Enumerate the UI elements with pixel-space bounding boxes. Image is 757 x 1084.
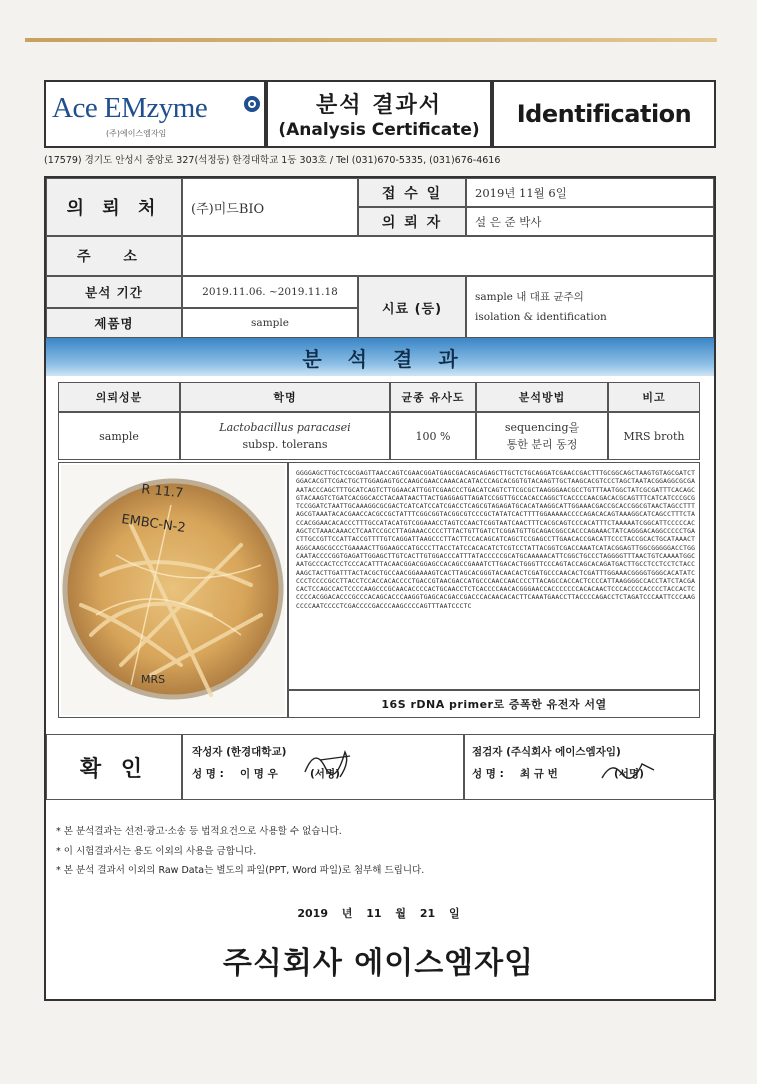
result-method-line2: 통한 분리 동정: [506, 438, 578, 451]
plate-label-date: R 11.7: [140, 482, 185, 502]
address-label-cell: [46, 236, 182, 276]
sequence-caption: 16S rDNA primer로 증폭한 유전자 서열: [381, 698, 607, 711]
received-label-cell: [358, 178, 466, 207]
writer-name-label: 성 명 :: [192, 768, 224, 780]
note-item: * 본 분석 결과서 이외의 Raw Data는 별도의 파일(PPT, Word 파일)로 첨부해 드립니다.: [56, 865, 425, 876]
col-header-component: 의뢰성분: [58, 382, 180, 412]
sequence-caption-cell: [288, 690, 700, 718]
results-band: [46, 338, 714, 376]
received-value: 2019년 11월 6일: [475, 185, 567, 200]
sample-label-cell: [358, 276, 466, 338]
product-label-cell: [46, 308, 182, 338]
header-accent-line: [25, 38, 717, 42]
sample-value-cell: [466, 276, 714, 338]
period-value: 2019.11.06. ~2019.11.18: [202, 286, 338, 298]
writer-name: 이 명 우: [240, 768, 278, 780]
sample-label: 시료 (등): [381, 301, 443, 317]
product-value-cell: [182, 308, 358, 338]
result-sci-name-line1: Lactobacillus paracasei: [219, 421, 351, 434]
logo-circle-icon: [244, 96, 260, 112]
checker-sign-label: (서명): [614, 768, 644, 780]
plate-label-strain: EMBC-N-2: [120, 512, 187, 536]
company-logo: [44, 80, 266, 148]
writer-signature: [300, 742, 360, 782]
requester-label-cell: [46, 178, 182, 236]
requester-value-cell: [182, 178, 358, 236]
checker-signature: [598, 752, 658, 788]
document-type: Identification: [516, 100, 692, 128]
requester-label: 의 뢰 처: [66, 198, 162, 219]
client-value-cell: [466, 207, 714, 236]
received-value-cell: [466, 178, 714, 207]
notes-list: [56, 822, 424, 881]
writer-sign-label: (서명): [310, 768, 340, 780]
dna-sequence: GGGGAGCTTGCTCGCGAGTTAACCAGTCGAACGGATGAGCGACAGCAGAGCTTGCTCTGCAGGATCGAACCGACTTTGCGGCAGCTAAGTGTAGCGATCTGGACACGTTCGACTGCTTGGAGAGTGCCAAGCGAACCAAACACATACCCAGCACGGTGTACAAGTTGCTAAGCACGTCCCTAGCTAATACGGAGGCGCGAAATACCCAGCTTTGCATCAGTCTTGGAACATTGGTCGAACCCTGACATCAGTCTTCGCGCTAAGGGAACGCCTGTTTAATGGCTATCGCGATTTCACAGCGTACAAGTCTGATCACGGCACCTACAATAACTTACTGAGGAGTTAGATCCGGTTGCCACACCAGGCTCACCCCAACGACACGCAGTTTCATCATCCCGCGTCCGGATCTAATTGCAAAGGCGCGACTCATCATCCATCGACCTCAGCGTAGAGATGCACATAAGGCATTGGAAACGACCGCACCGGCGTAACTAGCCTTTAGCGTAAATACACGAACCACGCCGCTATTTCGGCGGTACGGCGTCCCGCTATATCACTTTTGGAAAAACCCCAGACACAGTAAAGGCATCAGCCTTTCTACCACGGAACACACCCTTTGCCATACATGTCGGAAACCTAGTCCAACTCGGTAATCAACTTTCACGCAGTCCCACATTTCTAAAAATCGGCATTCCCCCACAGCTCTAAACAAACCTCAATCCGCCTTAGAAACCCCCTTTACTGTTGATCTCGGATGTTGCAGACGGCCACCCAGAAACTATCAGGGACAGGCCCCCTGACTTGCCGTTCCATTACCGTTTTGTCAGGATTAAGCCCTTACTTCCACAGCATCAGCTCCGAGCCTTGAACACCGACATTCCCTACCGCACTGCATAAACTAGGCAAGCGCCCTGAAAACTTGGAAGCCATGCCCTTACCTATCCACACATCTCGTCCTATTACGGTCGACCAAATCATACGGAGTTGGCGGGGGACCTGGCAATACCCCGGTGAGATTGGAGCTTGTCACTTGTGGACCCATTTATACCCCCGCATGCAAAAACATTCGGCTGCCCTAGGGGTTTAACTGTCAAAATGGCAATGCCCACTCCTCCCACATTTACAACGGACGGAGCCACAGCCGAAATCTTGACACTGGGTTCCCAGTACCAGCACAGATGACTTGCCTCCTCCTCTACCAAGCTACTTGATTTACTACGCTGCCAACGGAAAAGTCACTTAGCACGGGTACAACACTCGATGCCCAACACTCGATTTGGAAACGGGGTGGGCACATATCCCCTCCCCGCCTTACCTCCACCACACCCCTGACCGTAACGACCATGCCCAACCAACCCCTTACAGCCACCACTCCCCATTAAGGGGCCACCTATCTACGACACTCCAGCCACTCCCCAAGCCCGCAACACCCCACTGCAACCTCTCACCCCAACACGGGAACCACCCCCCCACACAACTCCCACCCCACCCCTACCACTCCCCCACGGACACCCGCCCACAGCACCCAAGGTGAGCACGACCGACCCACAACACACTTCAAATGAACCTTACCCCAGACCTCTAGATCCCAATTCCCAAGCCCCAATCCCCTCGACCCCGACCCAAGCCCCAGTTTAATCCCTC: [296, 470, 696, 610]
col-header-sci-name: 학명: [180, 382, 390, 412]
period-value-cell: [182, 276, 358, 308]
result-remark-cell: [608, 412, 700, 460]
confirm-label: 확 인: [79, 756, 149, 782]
results-band-title: 분석결과: [302, 346, 484, 371]
result-method-line1: sequencing을: [504, 421, 580, 434]
title-korean: 분석 결과서: [316, 93, 442, 118]
address-value-cell: [182, 236, 714, 276]
checker-title: 점검자 (주식회사 에이스엠자임): [472, 746, 621, 758]
result-similarity: 100 %: [415, 429, 451, 443]
logo-subtitle: (주)에이스엠자임: [106, 129, 167, 138]
company-address: (17579) 경기도 안성시 중앙로 327(석정동) 한경대학교 1동 303호 / Tel (031)670-5335, (031)676-4616: [44, 155, 501, 166]
confirm-label-cell: [46, 734, 182, 800]
issue-date: 2019 년 11 월 21 일: [297, 907, 460, 920]
client-value: 설 은 준 박사: [475, 214, 542, 229]
note-item: * 이 시험결과서는 용도 이외의 사용을 금합니다.: [56, 845, 257, 857]
period-label: 분석 기간: [85, 285, 143, 300]
writer-title: 작성자 (한경대학교): [192, 746, 287, 758]
client-label-cell: [358, 207, 466, 236]
checker-name: 최 규 번: [520, 768, 558, 780]
document-title: [266, 80, 492, 148]
checker-name-label: 성 명 :: [472, 768, 504, 780]
logo-text: Ace EMzyme: [52, 92, 208, 124]
period-label-cell: [46, 276, 182, 308]
issuer-company: 주식회사 에이스엠자임: [222, 946, 535, 981]
requester-value: (주)미드BIO: [191, 201, 265, 217]
col-header-method: 분석방법: [476, 382, 608, 412]
address-label: 주 소: [77, 249, 151, 265]
col-header-similarity: 균종 유사도: [390, 382, 476, 412]
result-method-cell: [476, 412, 608, 460]
result-similarity-cell: [390, 412, 476, 460]
result-component: sample: [99, 429, 139, 443]
result-sci-name-line2: subsp. tolerans: [242, 438, 328, 451]
col-header-remark: 비고: [608, 382, 700, 412]
sample-value-line1: sample 내 대표 균주의: [475, 291, 584, 303]
note-item: * 본 분석결과는 선전·광고·소송 등 법적요건으로 사용할 수 없습니다.: [56, 826, 342, 837]
result-remark: MRS broth: [623, 429, 685, 443]
plate-label-medium: MRS: [141, 673, 166, 686]
product-label: 제품명: [94, 316, 134, 331]
product-value: sample: [251, 317, 289, 329]
title-english: (Analysis Certificate): [278, 120, 480, 140]
received-label: 접 수 일: [381, 185, 443, 202]
client-label: 의 뢰 자: [381, 214, 443, 231]
plate-image-cell: [58, 462, 288, 718]
agar-plate-image: [61, 465, 285, 715]
result-sci-name-cell: [180, 412, 390, 460]
document-type-box: [492, 80, 716, 148]
sample-value-line2: isolation & identification: [475, 311, 607, 323]
result-component-cell: [58, 412, 180, 460]
